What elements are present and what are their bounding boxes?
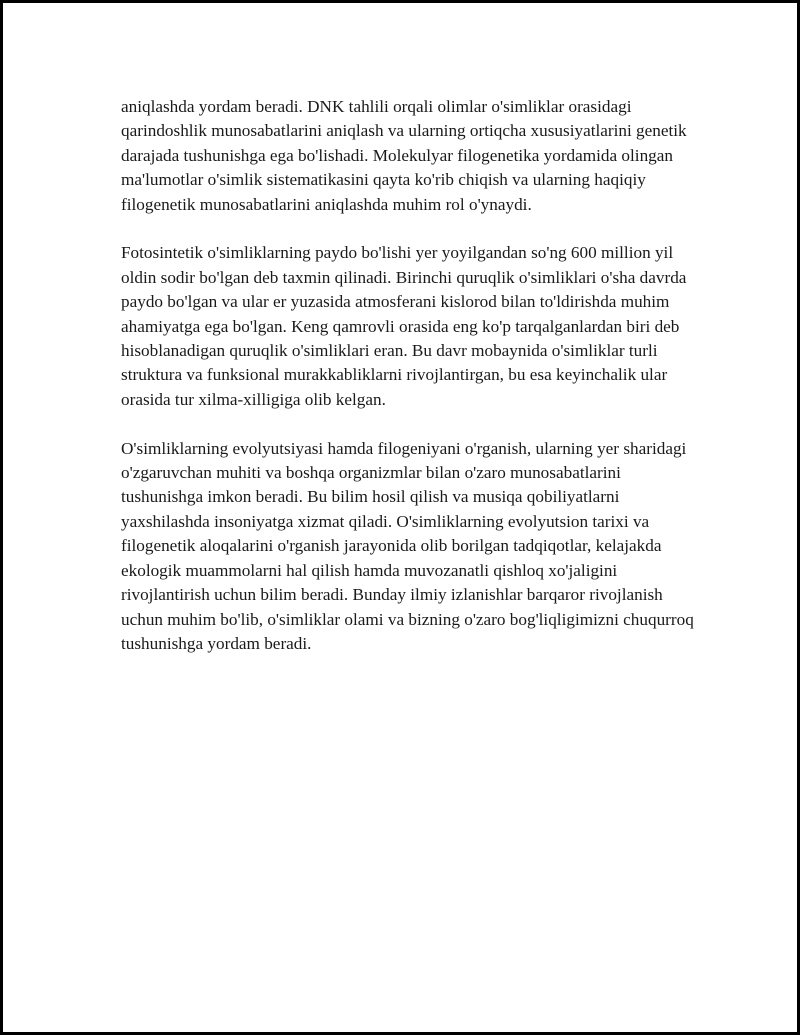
paragraph-3: O'simliklarning evolyutsiyasi hamda filogeniyani o'rganish, ularning yer sharidagi o'zgaruvchan muhiti va boshqa organizmlar bilan o'zaro munosabatlarini tushunishga imkon beradi. Bu bilim hosil qilish va musiqa qobiliyatlarni yaxshilashda insoniyatga xizmat qiladi. O'simliklarning evolyutsion tarixi va filogenetik aloqalarini o'rganish jarayonida olib borilgan tadqiqotlar, kelajakda ekologik muammolarni hal qilish hamda muvozanatli qishloq xo'jaligini rivojlantirish uchun bilim beradi. Bunday ilmiy izlanishlar barqaror rivojlanish uchun muhim bo'lib, o'simliklar olami va bizning o'zaro bog'liqligimizni chuqurroq tushunishga yordam beradi.	[121, 438, 694, 653]
paragraph-1: aniqlashda yordam beradi. DNK tahlili orqali olimlar o'simliklar orasidagi qarindoshlik munosabatlarini aniqlash va ularning ortiqcha xususiyatlarini genetik darajada tushunishga ega bo'lishadi. Molekulyar filogenetika yordamida olingan ma'lumotlar o'simlik sistematikasini qayta ko'rib chiqish va ularning haqiqiy filogenetik munosabatlarini aniqlashda muhim rol o'ynaydi.	[121, 97, 687, 214]
document-body	[121, 95, 701, 681]
paragraph-2: Fotosintetik o'simliklarning paydo bo'lishi yer yoyilgandan so'ng 600 million yil oldin sodir bo'lgan deb taxmin qilinadi. Birinchi quruqlik o'simliklari o'sha davrda paydo bo'lgan va ular er yuzasida atmosferani kislorod bilan to'ldirishda muhim ahamiyatga ega bo'lgan. Keng qamrovli orasida eng ko'p tarqalganlardan biri deb hisoblanadigan quruqlik o'simliklari eran. Bu davr mobaynida o'simliklar turli struktura va funksional murakkabliklarni rivojlantirgan, bu esa keyinchalik ular orasida tur xilma-xilligiga olib kelgan.	[121, 243, 687, 409]
